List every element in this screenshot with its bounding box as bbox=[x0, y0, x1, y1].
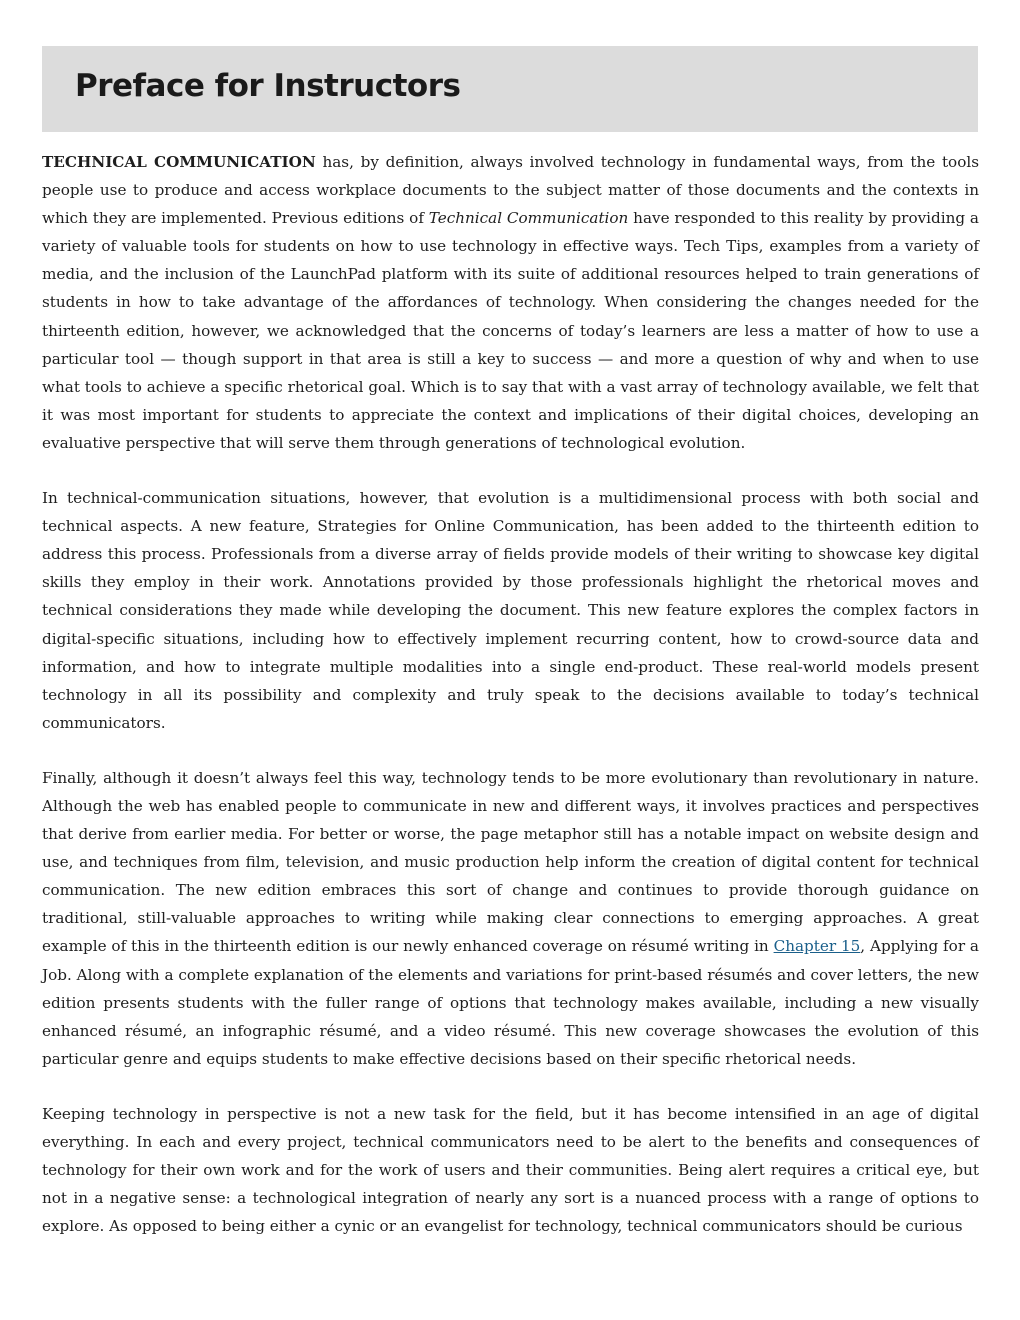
paragraph-3-text-a: Finally, although it doesn’t always feel this way, technology tends to be more evolutionary than revolutionary in nature. Although the web has enabled people to communicate in new and different ways, it involves practices and perspectives that derive from earlier media. For better or worse, the page metaphor still has a notable impact on website design and use, and techniques from film, television, and music production help inform the creation of digital content for technical communication. The new edition embraces this sort of change and continues to provide thorough guidance on traditional, still-valuable approaches to writing while making clear connections to emerging approaches. A great example of this in the thirteenth edition is our newly enhanced coverage on résumé writing in bbox=[42, 768, 979, 956]
paragraph-2: In technical-communication situations, however, that evolution is a multidimensional process with both social and technical aspects. A new feature, Strategies for Online Communication, has been added to the thirteenth edition to address this process. Professionals from a diverse array of fields provide models of their writing to showcase key digital skills they employ in their work. Annotations provided by those professionals highlight the rhetorical moves and technical considerations they made while developing the document. This new feature explores the complex factors in digital-specific situations, including how to effectively implement recurring content, how to crowd-source data and information, and how to integrate multiple modalities into a single end-product. These real-world models present technology in all its possibility and complexity and truly speak to the decisions available to today’s technical communicators. bbox=[42, 489, 979, 732]
paragraph-1 bbox=[42, 148, 979, 457]
book-title-italic: Technical Communication bbox=[428, 209, 629, 228]
paragraph-1-text-b: have responded to this reality by providing a variety of valuable tools for students on how to use technology in effective ways. Tech Tips, examples from a variety of media, and the inclusion of the LaunchPad platform with its suite of additional resources helped to train generations of students in how to take advantage of the affordances of technology. When considering the changes needed for the thirteenth edition, however, we acknowledged that the concerns of today’s learners are less a matter of how to use a particular tool — though support in that area is still a key to success — and more a question of why and when to use what tools to achieve a specific rhetorical goal. Which is to say that with a vast array of technology available, we felt that it was most important for students to appreciate the context and implications of their digital choices, developing an evaluative perspective that will serve them through generations of technological evolution. bbox=[42, 209, 979, 452]
chapter-15-link[interactable]: Chapter 15 bbox=[773, 937, 861, 956]
lead-caps: TECHNICAL COMMUNICATION bbox=[42, 153, 316, 171]
paragraph-4: Keeping technology in perspective is not a new task for the field, but it has become intensified in an age of digital everything. In each and every project, technical communicators need to be alert to the benefits and consequences of technology for their own work and for the work of users and their communities. Being alert requires a critical eye, but not in a negative sense: a technological integration of nearly any sort is a nuanced process with a range of options to explore. As opposed to being either a cynic or an evangelist for technology, technical communicators should be curious bbox=[42, 1104, 979, 1236]
paragraph-3 bbox=[42, 764, 979, 1073]
paragraph-1-text-a: has, by definition, always involved technology in fundamental ways, from the tools people use to produce and access workplace documents to the subject matter of those documents and the contexts in which they are implemented. Previous editions of bbox=[42, 153, 979, 228]
page-header bbox=[42, 46, 978, 132]
paragraph-3-text-b: , Applying for a Job. Along with a complete explanation of the elements and variations for print-based résumés and cover letters, the new edition presents students with the fuller range of options that technology makes available, including a new visually enhanced résumé, an infographic résumé, and a video résumé. This new coverage showcases the evolution of this particular genre and equips students to make effective decisions based on their specific rhetorical needs. bbox=[42, 937, 979, 1068]
page-title: Preface for Instructors bbox=[75, 68, 461, 104]
preface-body bbox=[42, 148, 979, 1240]
